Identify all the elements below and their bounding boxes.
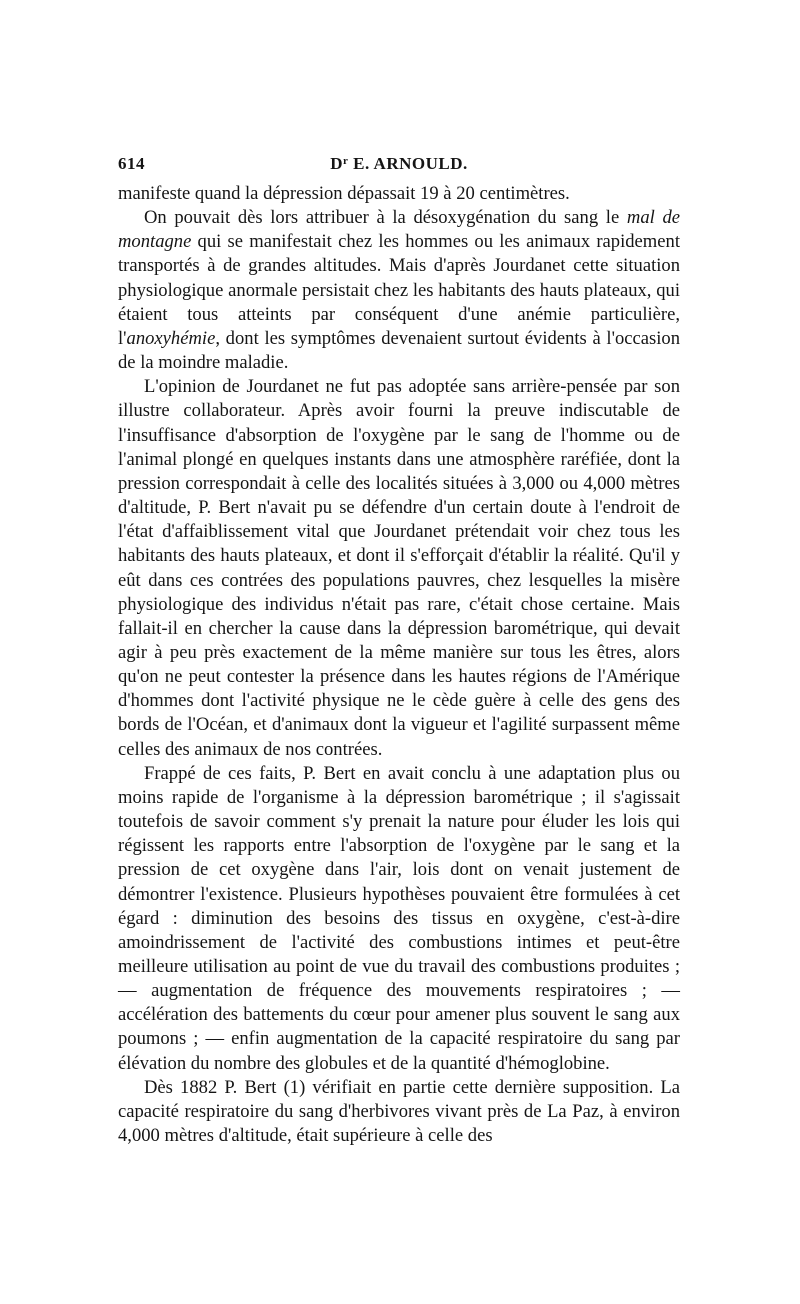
running-head-author <box>118 154 680 174</box>
term-mal-de-montagne: mal de montagne <box>118 207 680 253</box>
paragraph-1: manifeste quand la dépression dépassait 19 à 20 centimètres. <box>118 183 570 204</box>
paragraph-5: Dès 1882 P. Bert (1) vérifiait en partie cette dernière supposition. La capacité respiratoire du sang d'herbivores vivant près de La Paz, à environ 4,000 mètres d'altitude, était supérieure à celle des <box>118 1076 680 1147</box>
author-superscript: r <box>343 155 349 167</box>
body-text <box>118 182 680 1148</box>
paragraph-3: L'opinion de Jourdanet ne fut pas adoptée sans arrière-pensée par son illustre collaborateur. Après avoir fourni la preuve indiscutable de l'insuffisance d'absorption de l'oxygène par le sang de l'homme ou de l'animal plongé en quelques instants dans une atmosphère raréfiée, dont la pression correspondait à celle des localités situées à 3,000 ou 4,000 mètres d'altitude, P. Bert n'avait pu se défendre d'un certain doute à l'endroit de l'état d'affaiblissement vital que Jourdanet prétendait voir chez tous les habitants des hauts plateaux, et dont il s'efforçait d'établir la réalité. Qu'il y eût dans ces contrées des populations pauvres, chez lesquelles la misère physiologique des individus n'était pas rare, c'était chose certaine. Mais fallait-il en chercher la cause dans la dépression barométrique, qui devait agir à peu près exactement de la même manière sur tous les êtres, alors qu'on ne peut contester la présence dans les hautes régions de l'Amérique d'hommes dont l'activité physique ne le cède guère à celle des gens des bords de l'Océan, et d'animaux dont la vigueur et l'agilité surpassent même celles des animaux de nos contrées. <box>118 376 680 760</box>
author-prefix: D <box>330 154 344 173</box>
paragraph-4: Frappé de ces faits, P. Bert en avait conclu à une adaptation plus ou moins rapide de l'organisme à la dépression barométrique ; il s'agissait toutefois de savoir comment s'y prenait la nature pour éluder les lois qui régissent les rapports entre l'absorption de l'oxygène par le sang et la pression de cet oxygène dans l'air, lois dont on venait justement de démontrer l'existence. Plusieurs hypothèses pouvaient être formulées à cet égard : diminution des besoins des tissus en oxygène, c'est-à-dire amoindrissement de l'activité des combustions intimes et peut-être meilleure utilisation au point de vue du travail des combustions produites ; — augmentation de fréquence des mouvements respiratoires ; — accélération des battements du cœur pour amener plus souvent le sang aux poumons ; — enfin augmentation de la capacité respiratoire du sang par élévation du nombre des globules et de la quantité d'hémoglobine. <box>118 762 680 1074</box>
paragraph-2-part-3: , dont les symptômes devenaient surtout évidents à l'occasion de la moindre maladie. <box>118 327 680 374</box>
paragraph-2-part-1: On pouvait dès lors attribuer à la désoxygénation du sang le <box>144 207 627 229</box>
paragraph-2 <box>118 206 680 375</box>
book-page <box>118 150 680 1148</box>
running-header <box>118 150 680 178</box>
page-number: 614 <box>118 154 145 173</box>
paragraph-2-part-2: qui se manifestait chez les hommes ou les animaux rapidement transportés à de grandes altitudes. Mais d'après Jourdanet cette situation physiologique anormale persistait chez les habitants des hauts plateaux, qui étaient tous atteints par conséquent d'une anémie particulière, l' <box>118 231 680 349</box>
term-anoxyhemie: anoxyhémie <box>126 327 216 349</box>
author-name: E. ARNOULD. <box>348 154 468 173</box>
